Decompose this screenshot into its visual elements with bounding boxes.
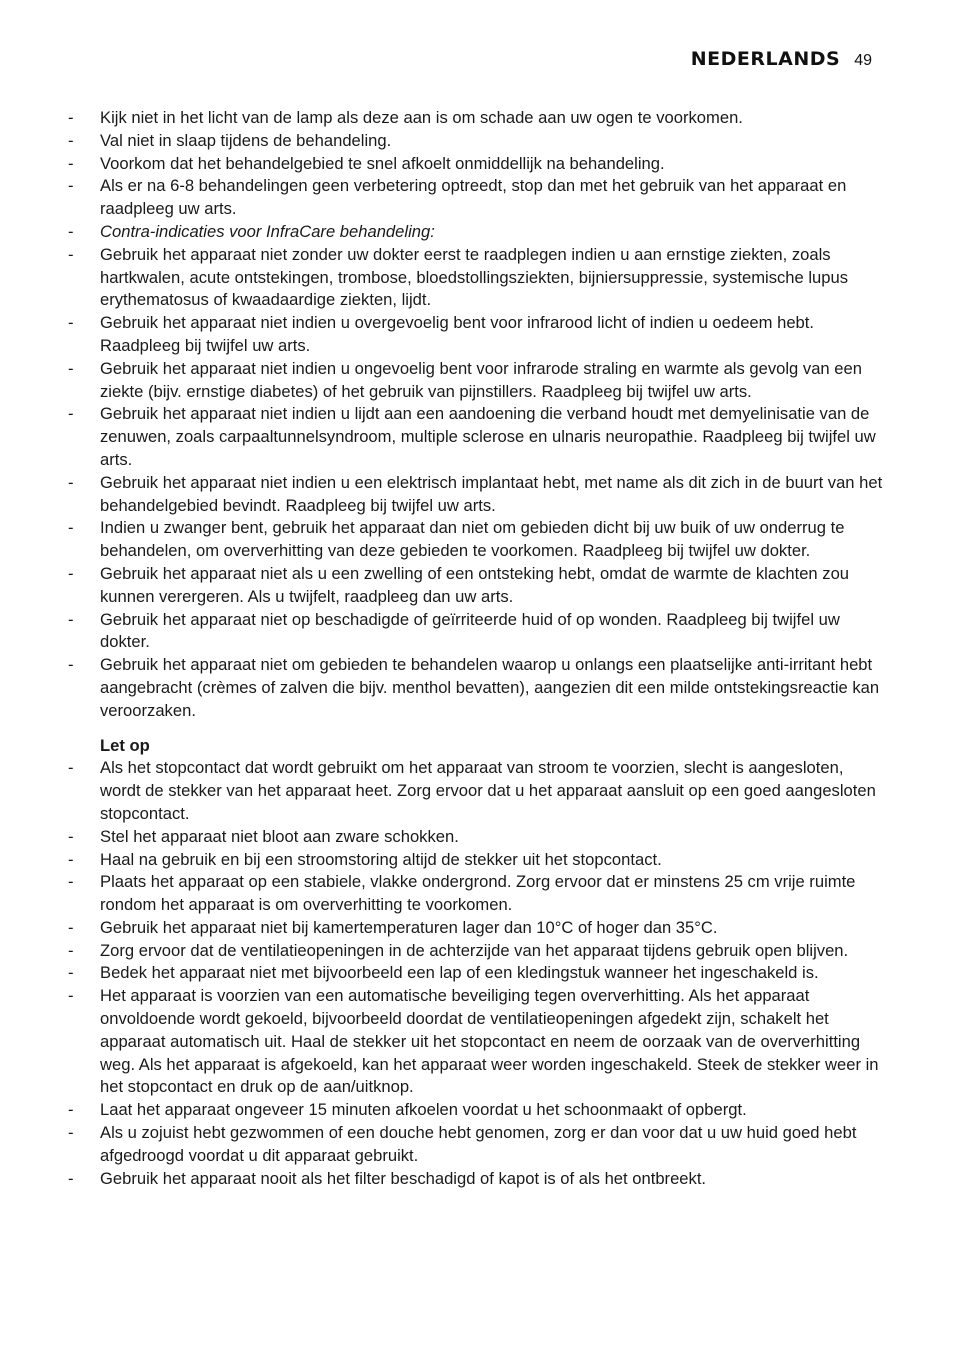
language-heading: NEDERLANDS: [690, 48, 841, 70]
list-item: - Voorkom dat het behandelgebied te snel afkoelt onmiddellijk na behandeling.: [66, 153, 886, 176]
list-item: - Als het stopcontact dat wordt gebruikt om het apparaat van stroom te voorzien, slecht is aangesloten, wordt de stekker van het apparaat heet. Zorg ervoor dat u het apparaat aansluit op een goed aangesloten stopcontact.: [66, 757, 886, 825]
list-item: - Gebruik het apparaat niet indien u ongevoelig bent voor infrarode straling en warmte als gevolg van een ziekte (bijv. ernstige diabetes) of het gebruik van pijnstillers. Raadpleeg bij twijfel uw arts.: [66, 358, 886, 404]
list-item: - Laat het apparaat ongeveer 15 minuten afkoelen voordat u het schoonmaakt of opbergt.: [66, 1099, 886, 1122]
list-item: - Kijk niet in het licht van de lamp als deze aan is om schade aan uw ogen te voorkomen.: [66, 107, 886, 130]
contraindications-heading: Contra-indicaties voor InfraCare behandeling:: [100, 221, 435, 241]
list-item: - Val niet in slaap tijdens de behandeling.: [66, 130, 886, 153]
list-item: - Plaats het apparaat op een stabiele, vlakke ondergrond. Zorg ervoor dat er minstens 25 cm vrije ruimte rondom het apparaat is om oververhitting te voorkomen.: [66, 871, 886, 917]
page-number: 49: [854, 52, 872, 69]
list-item: - Gebruik het apparaat niet indien u overgevoelig bent voor infrarood licht of indien u oedeem hebt. Raadpleeg bij twijfel uw arts.: [66, 312, 886, 358]
list-item: - Als er na 6-8 behandelingen geen verbetering optreedt, stop dan met het gebruik van het apparaat en raadpleeg uw arts.: [66, 175, 886, 221]
page-content: [66, 107, 886, 1190]
list-item: - Bedek het apparaat niet met bijvoorbeeld een lap of een kledingstuk wanneer het ingeschakeld is.: [66, 962, 886, 985]
caution-list: [66, 757, 886, 1190]
list-item: - Gebruik het apparaat niet op beschadigde of geïrriteerde huid of op wonden. Raadpleeg bij twijfel uw dokter.: [66, 609, 886, 655]
list-item: - Stel het apparaat niet bloot aan zware schokken.: [66, 826, 886, 849]
list-item-contraindications: [66, 221, 886, 244]
section-heading-let-op: Let op: [100, 735, 150, 755]
page-header: [691, 48, 872, 70]
list-item: - Zorg ervoor dat de ventilatieopeningen in de achterzijde van het apparaat tijdens gebruik open blijven.: [66, 940, 886, 963]
list-item: - Haal na gebruik en bij een stroomstoring altijd de stekker uit het stopcontact.: [66, 849, 886, 872]
list-item: - Gebruik het apparaat niet zonder uw dokter eerst te raadplegen indien u aan ernstige ziekten, zoals hartkwalen, acute ontstekingen, trombose, bloedstollingsziekten, bijniersuppressie, systemische lupus erythematosus of kwaadaardige ziekten, lijdt.: [66, 244, 886, 312]
list-item: - Gebruik het apparaat niet om gebieden te behandelen waarop u onlangs een plaatselijke anti-irritant hebt aangebracht (crèmes of zalven die bijv. menthol bevatten), aangezien dit een milde ontstekingsreactie kan veroorzaken.: [66, 654, 886, 722]
list-item: - Gebruik het apparaat niet als u een zwelling of een ontsteking hebt, omdat de warmte de klachten zou kunnen verergeren. Als u twijfelt, raadpleeg dan uw arts.: [66, 563, 886, 609]
list-item: - Indien u zwanger bent, gebruik het apparaat dan niet om gebieden dicht bij uw buik of uw onderrug te behandelen, om oververhitting van deze gebieden te voorkomen. Raadpleeg bij twijfel uw dokter.: [66, 517, 886, 563]
list-item: - Het apparaat is voorzien van een automatische beveiliging tegen oververhitting. Als het apparaat onvoldoende wordt gekoeld, bijvoorbeeld doordat de ventilatieopeningen afgedekt zijn, schakelt het apparaat automatisch uit. Haal de stekker uit het stopcontact en neem de oorzaak van de oververhitting weg. Als het apparaat is afgekoeld, kan het apparaat weer worden ingeschakeld. Steek de stekker weer in het stopcontact en druk op de aan/uitknop.: [66, 985, 886, 1099]
safety-list: [66, 107, 886, 723]
list-item: - Gebruik het apparaat nooit als het filter beschadigd of kapot is of als het ontbreekt.: [66, 1168, 886, 1191]
list-item: - Gebruik het apparaat niet bij kamertemperaturen lager dan 10°C of hoger dan 35°C.: [66, 917, 886, 940]
list-item: - Als u zojuist hebt gezwommen of een douche hebt genomen, zorg er dan voor dat u uw huid goed hebt afgedroogd voordat u dit apparaat gebruikt.: [66, 1122, 886, 1168]
list-item: - Gebruik het apparaat niet indien u lijdt aan een aandoening die verband houdt met demyelinisatie van de zenuwen, zoals carpaaltunnelsyndroom, multiple sclerose en ulnaris neuropathie. Raadpleeg bij twijfel uw arts.: [66, 403, 886, 471]
list-item: - Gebruik het apparaat niet indien u een elektrisch implantaat hebt, met name als dit zich in de buurt van het behandelgebied bevindt. Raadpleeg bij twijfel uw arts.: [66, 472, 886, 518]
